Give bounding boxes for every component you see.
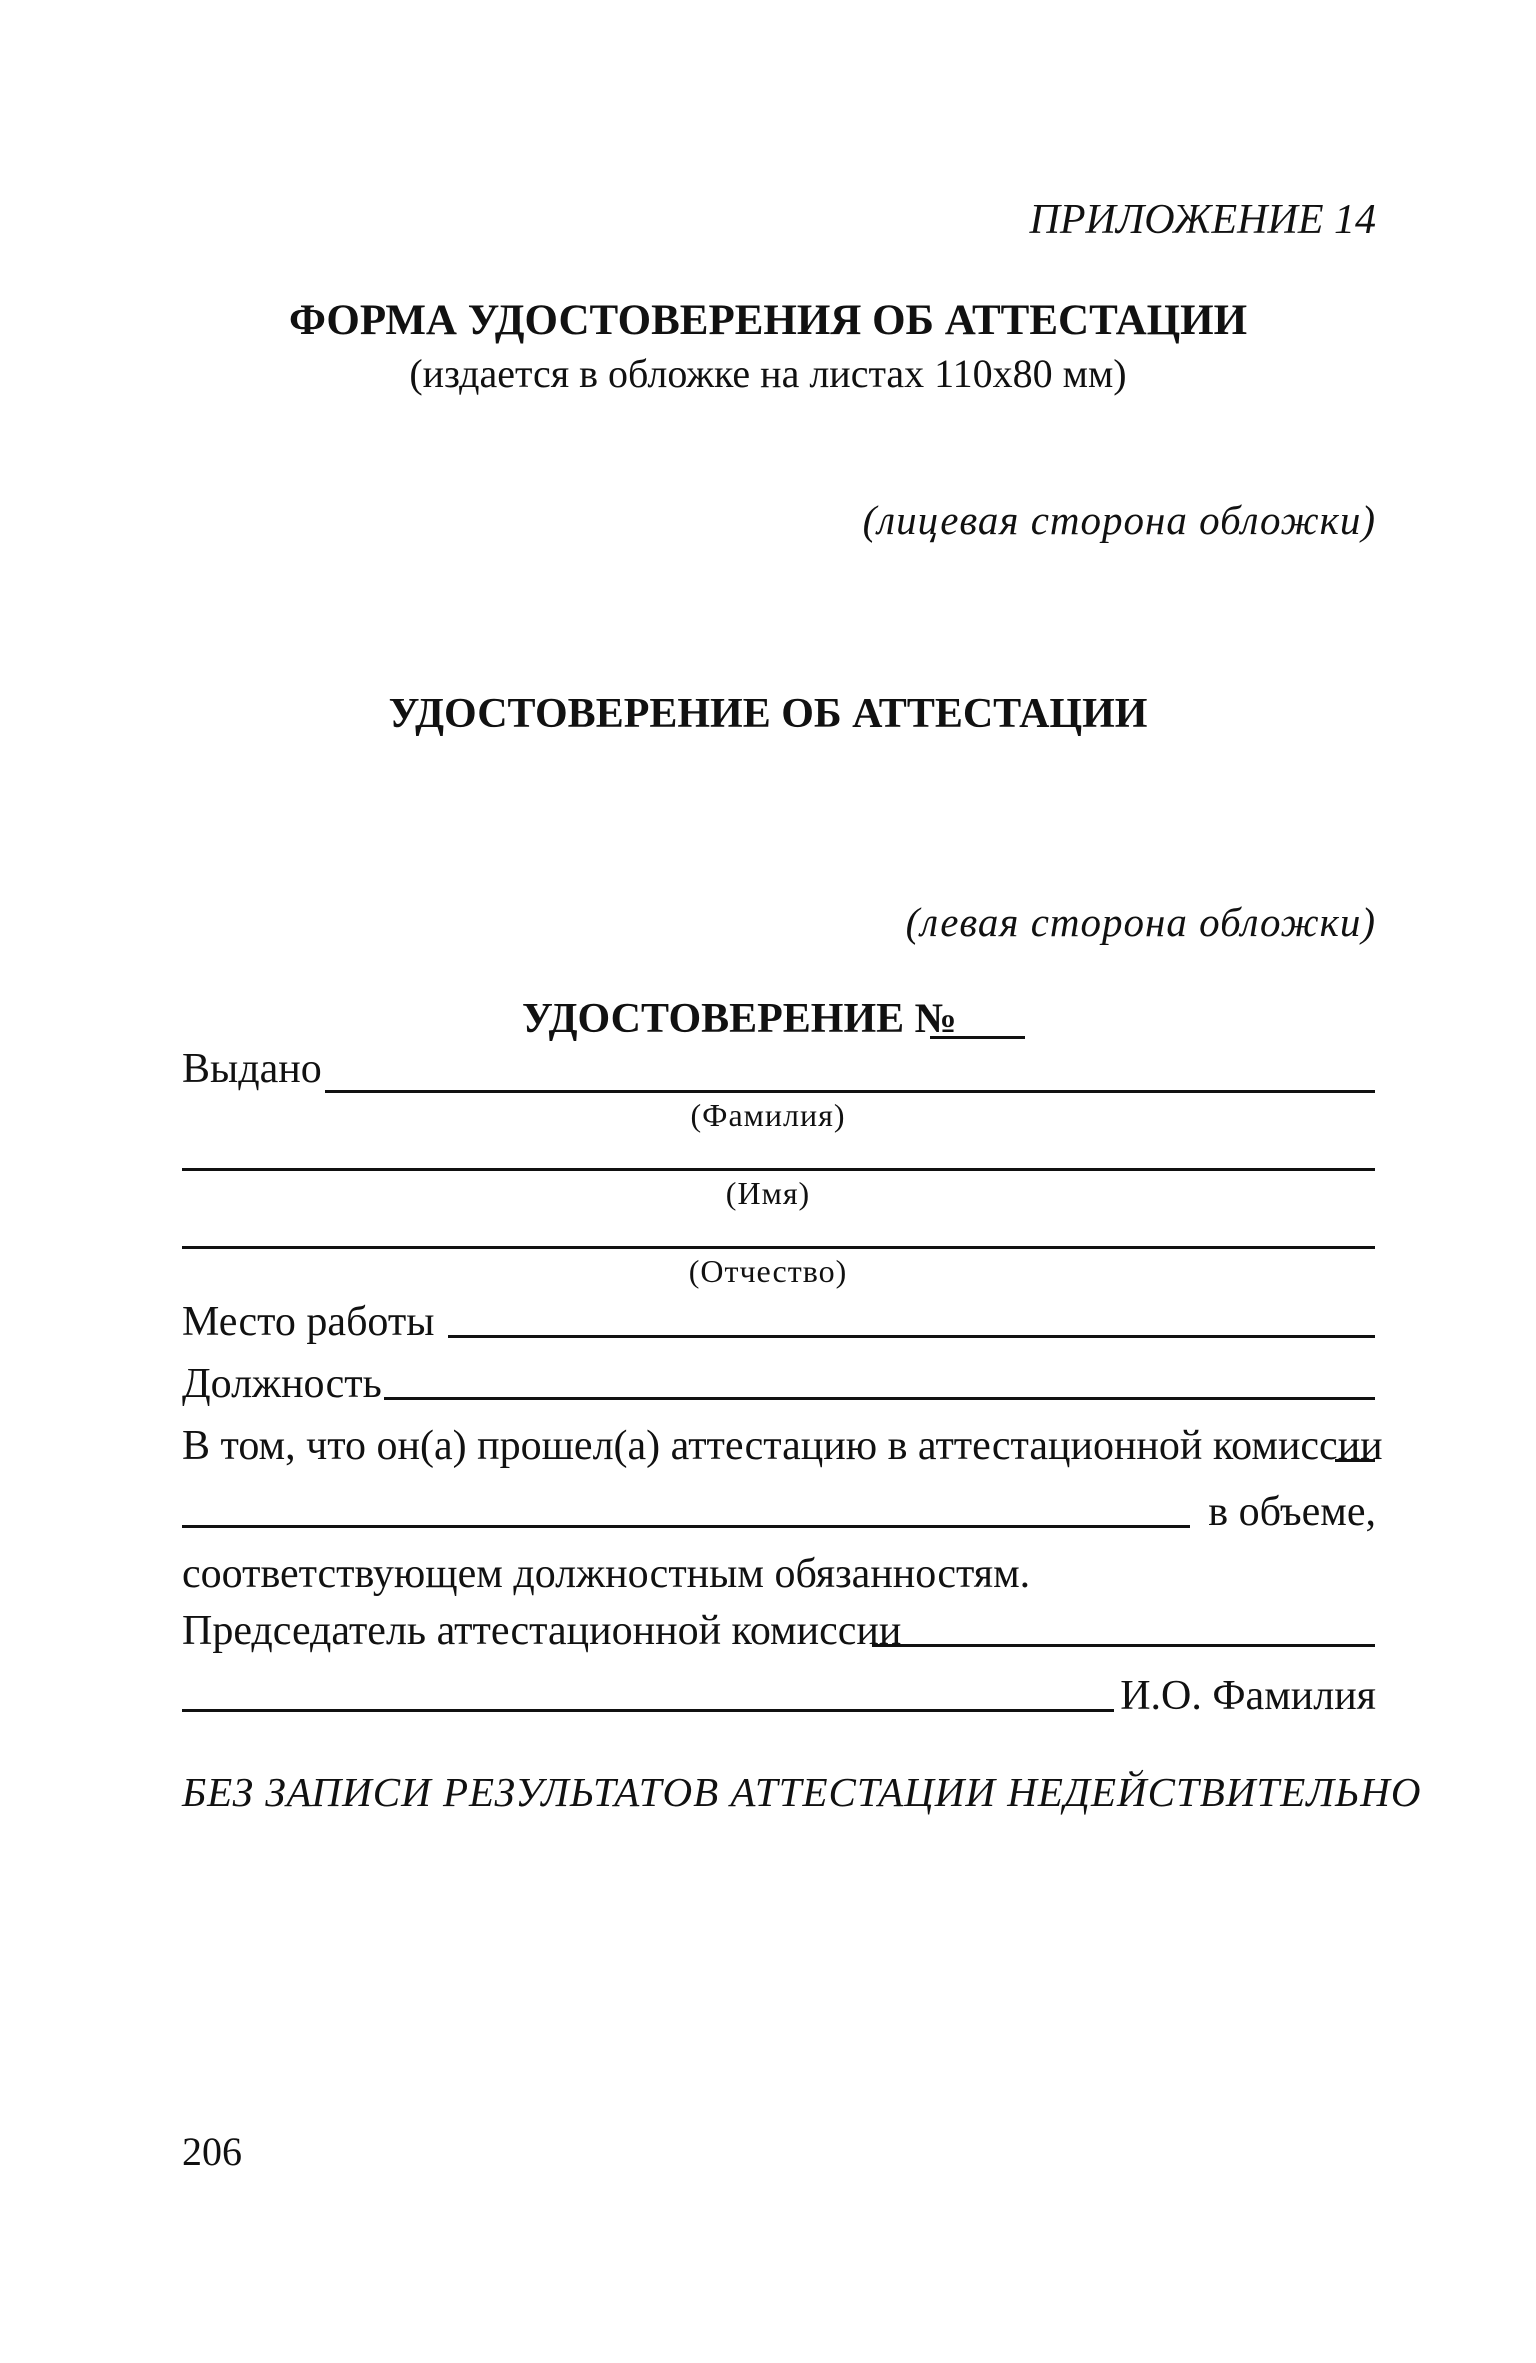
surname-hint: (Фамилия) [690, 1097, 846, 1133]
front-cover-title: УДОСТОВЕРЕНИЕ ОБ АТТЕСТАЦИИ [388, 691, 1148, 737]
issued-label: Выдано [182, 1046, 322, 1092]
commission-line[interactable] [182, 1525, 1190, 1528]
duties-text: соответствующем должностным обязанностям. [182, 1551, 1031, 1597]
front-cover-caption: (лицевая сторона обложки) [862, 497, 1376, 543]
attestation-text: В том, что он(а) прошел(а) аттестацию в аттестационной комиссии [182, 1423, 1383, 1469]
name-line[interactable] [182, 1168, 1375, 1171]
left-cover-caption: (левая сторона обложки) [905, 899, 1376, 945]
page-number: 206 [182, 2129, 242, 2174]
certificate-number-line[interactable] [930, 1036, 1025, 1039]
commission-line-end[interactable] [1335, 1459, 1375, 1462]
scope-text: в объеме, [1208, 1489, 1376, 1535]
form-title: ФОРМА УДОСТОВЕРЕНИЯ ОБ АТТЕСТАЦИИ [288, 297, 1248, 344]
chairman-label: Председатель аттестационной комиссии [182, 1608, 902, 1654]
patronymic-hint: (Отчество) [688, 1253, 848, 1289]
certificate-label: УДОСТОВЕРЕНИЕ № [522, 996, 957, 1042]
position-label: Должность [182, 1361, 382, 1407]
chairman-signature-line[interactable] [872, 1644, 1375, 1647]
signature-line[interactable] [182, 1709, 1114, 1712]
workplace-line[interactable] [448, 1335, 1375, 1338]
patronymic-line[interactable] [182, 1246, 1375, 1249]
name-hint: (Имя) [725, 1175, 811, 1211]
position-line[interactable] [384, 1397, 1375, 1400]
surname-line[interactable] [325, 1090, 1375, 1093]
workplace-label: Место работы [182, 1299, 435, 1345]
invalid-note: БЕЗ ЗАПИСИ РЕЗУЛЬТАТОВ АТТЕСТАЦИИ НЕДЕЙСТВИТЕЛЬНО [182, 1769, 1422, 1815]
form-subtitle: (издается в обложке на листах 110х80 мм) [409, 351, 1127, 396]
signature-name: И.О. Фамилия [1120, 1673, 1376, 1719]
appendix-label: ПРИЛОЖЕНИЕ 14 [1029, 197, 1376, 243]
